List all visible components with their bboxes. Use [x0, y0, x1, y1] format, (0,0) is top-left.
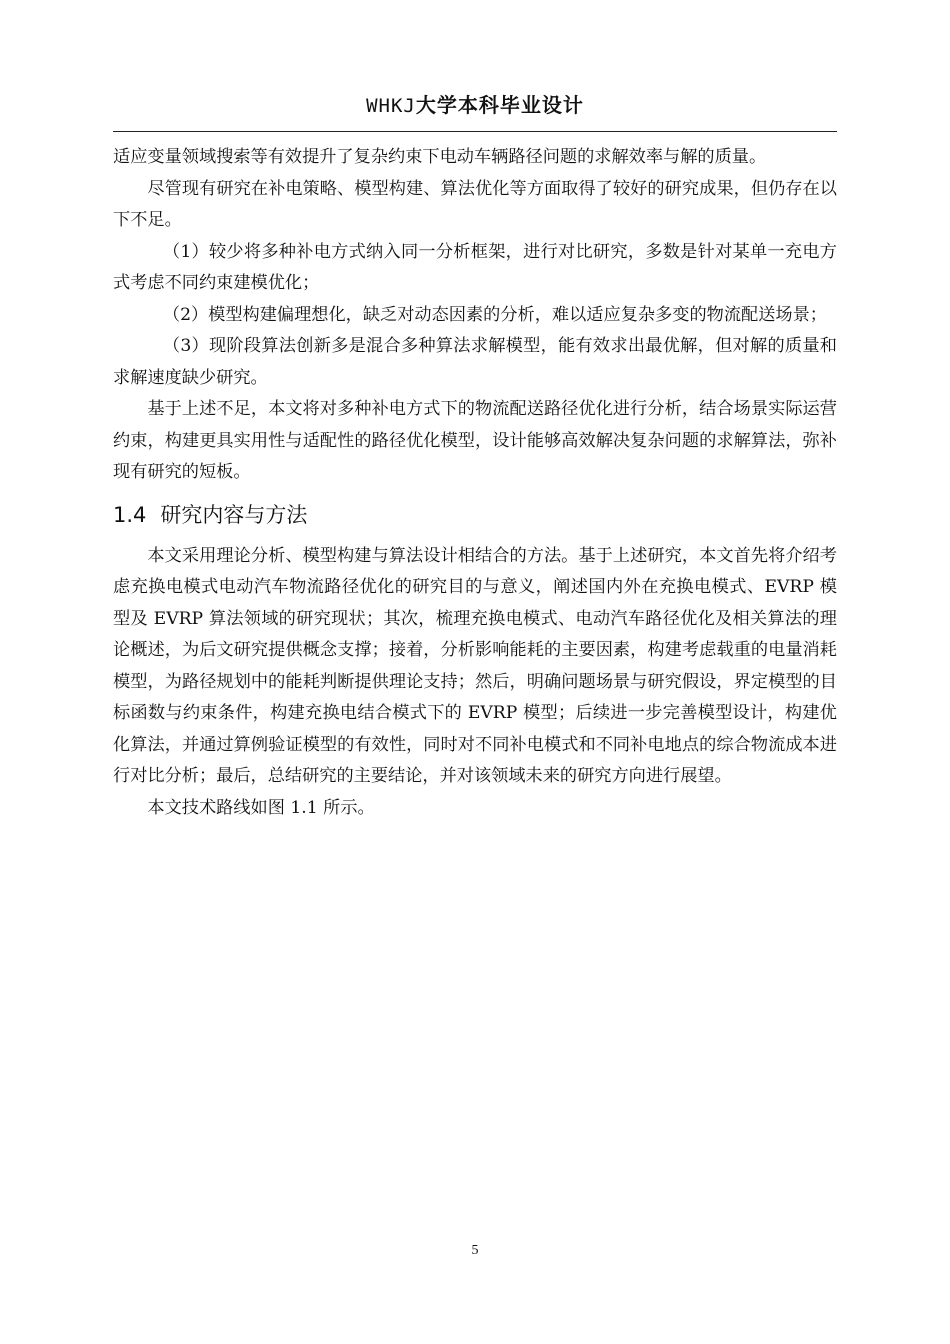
header-latin: WHKJ: [366, 95, 416, 117]
section-number: 1.4: [113, 502, 147, 527]
page-number: 5: [471, 1243, 479, 1258]
body-text: [113, 142, 837, 824]
header-title: [366, 88, 584, 123]
paragraph-summary: 基于上述不足，本文将对多种补电方式下的物流配送路径优化进行分析，结合场景实际运营约束，构建更具实用性与适配性的路径优化模型，设计能够高效解决复杂问题的求解算法，弥补现有研究的短板。: [113, 399, 837, 482]
paragraph-methods: 本文采用理论分析、模型构建与算法设计相结合的方法。基于上述研究，本文首先将介绍考虑充换电模式电动汽车物流路径优化的研究目的与意义，阐述国内外在充换电模式、EVRP 模型及 EVRP 算法领域的研究现状；其次，梳理充换电模式、电动汽车路径优化及相关算法的理论概述，为后文研究提供概念支撑；接着，分析影响能耗的主要因素，构建考虑载重的电量消耗模型，为路径规划中的能耗判断提供理论支持；然后，明确问题场景与研究假设，界定模型的目标函数与约束条件，构建充换电结合模式下的 EVRP 模型；后续进一步完善模型设计，构建优化算法，并通过算例验证模型的有效性，同时对不同补电模式和不同补电地点的综合物流成本进行对比分析；最后，总结研究的主要结论，并对该领域未来的研究方向进行展望。: [113, 545, 837, 786]
paragraph-shortcomings-intro: 尽管现有研究在补电策略、模型构建、算法优化等方面取得了较好的研究成果，但仍存在以下不足。: [113, 178, 837, 230]
list-item-2: （2）模型构建偏理想化，缺乏对动态因素的分析，难以适应复杂多变的物流配送场景；: [162, 304, 827, 325]
section-heading: [113, 495, 837, 535]
header-cjk: 大学本科毕业设计: [415, 93, 584, 117]
page-header: [113, 88, 837, 132]
paragraph-continuation: 适应变量领域搜索等有效提升了复杂约束下电动车辆路径问题的求解效率与解的质量。: [113, 147, 767, 167]
list-item-3: （3）现阶段算法创新多是混合多种算法求解模型，能有效求出最优解，但对解的质量和求解速度缺少研究。: [113, 336, 837, 388]
list-item-1: （1）较少将多种补电方式纳入同一分析框架，进行对比研究，多数是针对某单一充电方式考虑不同约束建模优化；: [113, 241, 837, 293]
section-title: 研究内容与方法: [160, 502, 308, 527]
paragraph-figure-ref: 本文技术路线如图 1.1 所示。: [147, 797, 375, 818]
